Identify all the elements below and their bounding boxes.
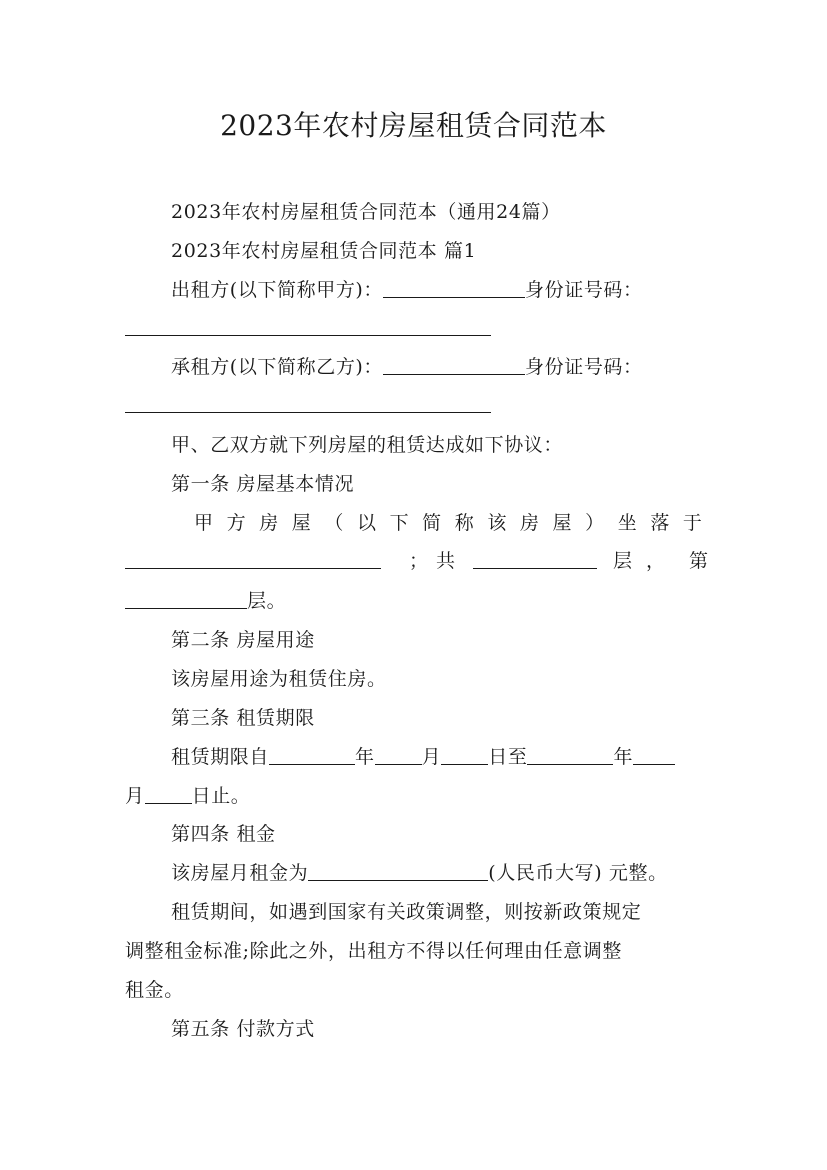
- term-start-label: 租赁期限自: [171, 746, 270, 768]
- floor-number-blank: [125, 588, 247, 609]
- article-4-title: 第四条 租金: [171, 823, 276, 845]
- location-blank: [125, 548, 381, 569]
- article-5-title: 第五条 付款方式: [171, 1018, 315, 1040]
- lessor-id-blank: [125, 315, 491, 336]
- article-1-char: 屋: [291, 512, 311, 534]
- article-1-char: 房: [259, 512, 279, 534]
- floor-end-label: 层。: [247, 590, 287, 612]
- article-1-location-line: [194, 508, 702, 538]
- lessee-id-blank: [125, 392, 491, 413]
- article-1-char: 落: [650, 512, 670, 534]
- agreement-text: 甲、乙双方就下列房屋的租赁达成如下协议：: [171, 434, 564, 456]
- floors-total-blank: [473, 548, 597, 569]
- article-1-char: 该: [487, 512, 507, 534]
- article-1-title: 第一条 房屋基本情况: [171, 473, 355, 495]
- lessor-id-line: [125, 313, 491, 343]
- start-month-blank: [375, 744, 422, 765]
- floor-number-label: 第: [689, 550, 709, 572]
- lessee-label: 承租方(以下简称乙方)：: [171, 356, 384, 378]
- article-1-char: 房: [519, 512, 539, 534]
- article-4-para-line-3: 租金。: [125, 979, 184, 1001]
- article-2-title: 第二条 房屋用途: [171, 629, 315, 651]
- article-1-char: 方: [226, 512, 246, 534]
- article-1-floors-line: [125, 546, 709, 576]
- article-1-char: 于: [682, 512, 702, 534]
- article-1-char: 以: [356, 512, 376, 534]
- floors-total-label: ；共: [409, 550, 464, 572]
- end-month-blank-a: [633, 744, 675, 765]
- article-4-para-line-1: 租赁期间，如遇到国家有关政策调整，则按新政策规定: [171, 901, 642, 923]
- start-day-blank: [441, 744, 488, 765]
- floors-unit-label: 层，: [613, 550, 680, 572]
- article-4-rent-line: [171, 858, 668, 888]
- end-year-blank: [527, 744, 613, 765]
- start-day-label: 日至: [488, 746, 528, 768]
- article-1-char: 称: [454, 512, 474, 534]
- article-3-title: 第三条 租赁期限: [171, 707, 315, 729]
- article-3-term-line: [171, 742, 675, 772]
- end-month-label: 月: [125, 785, 145, 807]
- lessor-id-label: 身份证号码：: [525, 279, 643, 301]
- lessee-id-label: 身份证号码：: [525, 356, 643, 378]
- lessor-line: [171, 275, 643, 305]
- article-1-char: ）: [585, 512, 605, 534]
- lessee-line: [171, 352, 643, 382]
- article-1-char: 甲: [194, 512, 214, 534]
- rent-label: 该房屋月租金为: [171, 862, 309, 884]
- end-year-label: 年: [613, 746, 634, 768]
- rent-unit-label: (人民币大写) 元整。: [488, 862, 668, 884]
- article-3-term-line-2: [125, 781, 250, 811]
- end-day-label: 日止。: [191, 785, 251, 807]
- article-1-char: 简: [422, 512, 442, 534]
- document-title: 2023年农村房屋租赁合同范本: [220, 109, 607, 142]
- start-year-blank: [269, 744, 355, 765]
- section-heading: 2023年农村房屋租赁合同范本 篇1: [171, 240, 477, 262]
- article-1-char: 屋: [552, 512, 572, 534]
- start-year-label: 年: [355, 746, 375, 768]
- rent-amount-blank: [308, 860, 488, 881]
- lessor-label: 出租方(以下简称甲方)：: [171, 279, 384, 301]
- subtitle-line: 2023年农村房屋租赁合同范本（通用24篇）: [171, 201, 561, 223]
- article-1-floor-line: [125, 586, 286, 616]
- start-month-label: 月: [421, 746, 442, 768]
- lessee-id-line: [125, 390, 491, 420]
- article-2-text: 该房屋用途为租赁住房。: [171, 668, 387, 690]
- end-day-blank: [145, 783, 192, 804]
- lessor-name-blank: [383, 277, 525, 298]
- lessee-name-blank: [383, 354, 525, 375]
- article-1-char: 坐: [617, 512, 637, 534]
- article-4-para-line-2: 调整租金标准;除此之外，出租方不得以任何理由任意调整: [125, 940, 623, 962]
- article-1-char: （: [324, 512, 344, 534]
- article-1-char: 下: [389, 512, 409, 534]
